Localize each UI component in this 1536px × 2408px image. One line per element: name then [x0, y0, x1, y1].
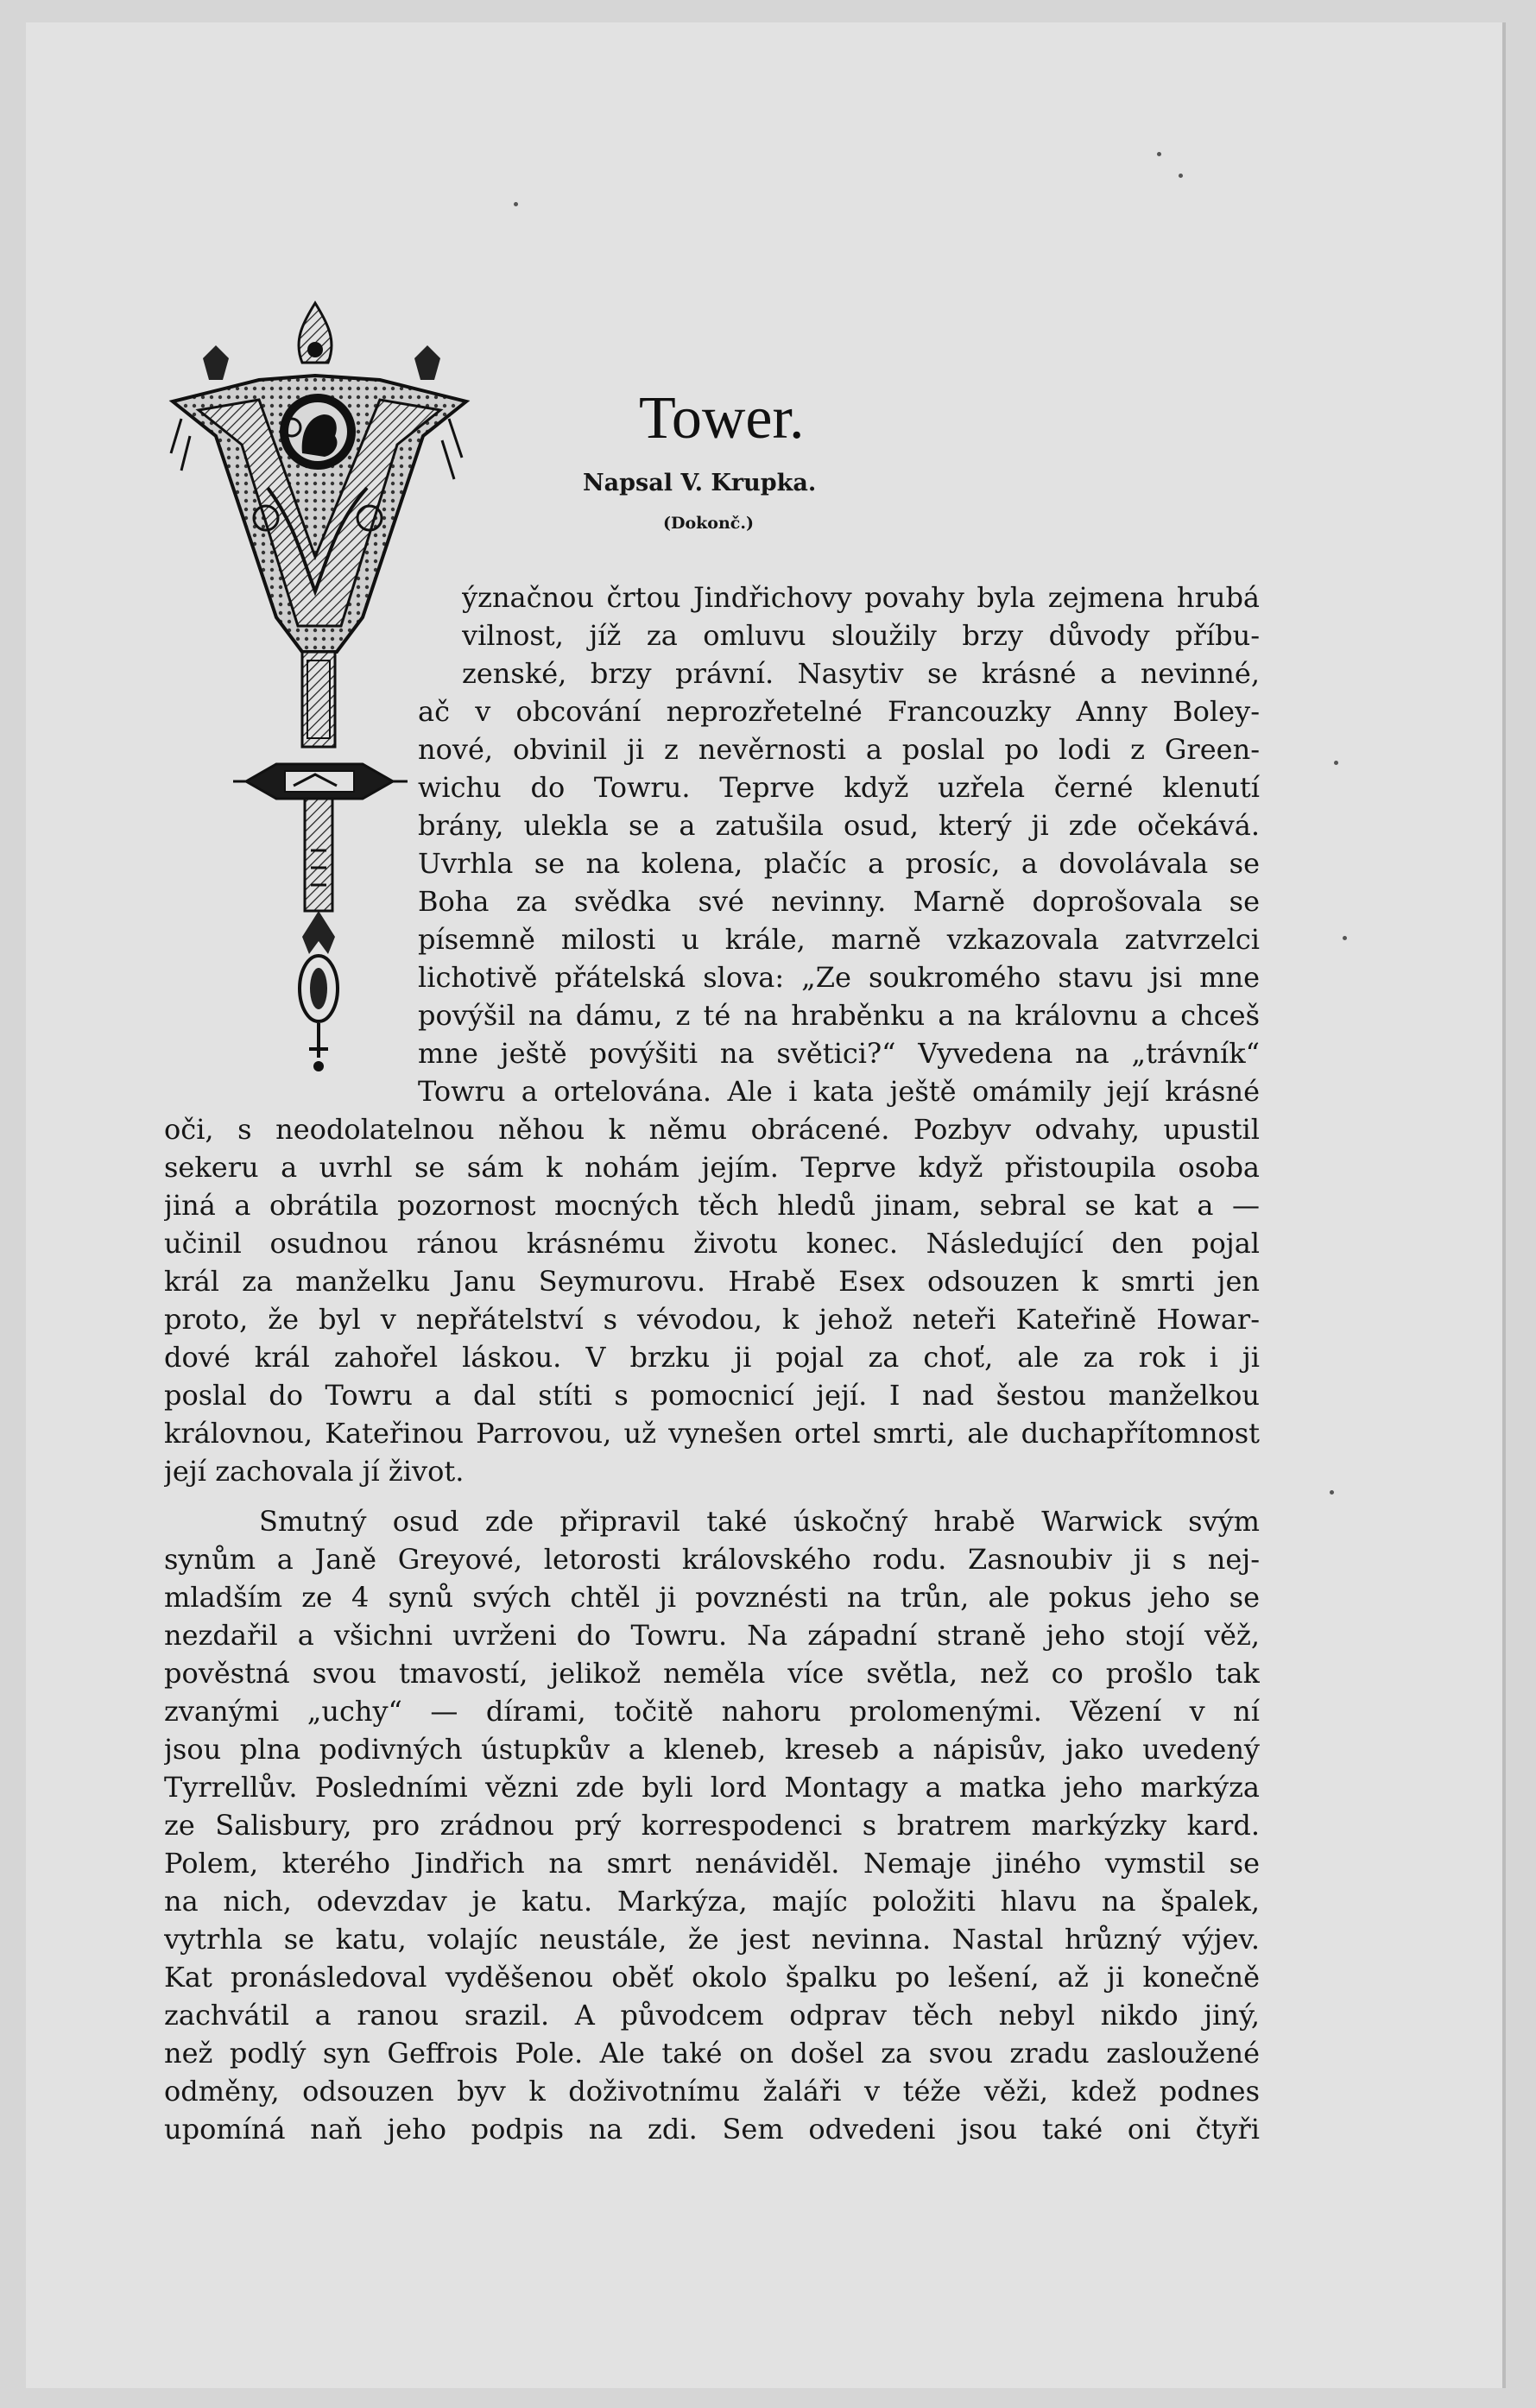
text-line: oči, s neodolatelnou něhou k němu obrácené. Pozbyv odvahy, upustil — [164, 1113, 1260, 1146]
text-line: odměny, odsouzen byv k doživotnímu žaláři v téže věži, kdež podnes — [164, 2075, 1260, 2108]
text-line: zachvátil a ranou srazil. A původcem odprav těch nebyl nikdo jiný, — [164, 1999, 1260, 2032]
text-line: mne ještě povýšiti na světici?“ Vyvedena na „trávník“ — [418, 1037, 1260, 1070]
article-title: Tower. — [639, 385, 805, 452]
text-line: wichu do Towru. Teprve když uzřela černé klenutí — [418, 771, 1260, 804]
text-line: než podlý syn Geffrois Pole. Ale také on došel za svou zradu zasloužené — [164, 2037, 1260, 2070]
text-line: Boha za svědka své nevinny. Marně doprošovala se — [418, 885, 1260, 918]
print-speck — [1334, 761, 1338, 765]
print-speck — [1179, 174, 1183, 178]
text-line: sekeru a uvrhl se sám k nohám jejím. Teprve když přistoupila osoba — [164, 1151, 1260, 1184]
print-speck — [1343, 936, 1347, 940]
text-line: královnou, Kateřinou Parrovou, už vynešen ortel smrti, ale duchapřítomnost — [164, 1417, 1260, 1450]
text-line: Tyrrellův. Posledními vězni zde byli lord Montagy a matka jeho markýza — [164, 1771, 1260, 1804]
text-line: nové, obvinil ji z nevěrnosti a poslal po lodi z Green- — [418, 733, 1260, 766]
text-line: vilnost, jíž za omluvu sloužily brzy důvody příbu- — [462, 619, 1260, 652]
article-author: Napsal V. Krupka. — [583, 470, 817, 496]
text-line: nezdařil a všichni uvrženi do Towru. Na západní straně jeho stojí věž, — [164, 1619, 1260, 1652]
text-line: brány, ulekla se a zatušila osud, který ji zde očekává. — [418, 809, 1260, 842]
text-line: král za manželku Janu Seymurovu. Hrabě Esex odsouzen k smrti jen — [164, 1265, 1260, 1298]
print-speck — [1157, 152, 1161, 156]
print-speck — [514, 202, 518, 206]
text-line: synům a Janě Greyové, letorosti královského rodu. Zasnoubiv ji s nej- — [164, 1543, 1260, 1576]
print-speck — [1330, 1490, 1334, 1495]
text-line: ač v obcování neprozřetelné Francouzky Anny Boley- — [418, 695, 1260, 728]
text-line: Polem, kterého Jindřich na smrt nenáviděl. Nemaje jiného vymstil se — [164, 1847, 1260, 1880]
text-line: proto, že byl v nepřátelství s vévodou, k jehož neteři Kateřině Howar- — [164, 1303, 1260, 1336]
text-line: zvanými „uchy“ — dírami, točitě nahoru prolomenými. Vězení v ní — [164, 1695, 1260, 1728]
text-line: Uvrhla se na kolena, plačíc a prosíc, a dovolávala se — [418, 847, 1260, 880]
text-line: dové král zahořel láskou. V brzku ji pojal za choť, ale za rok i ji — [164, 1341, 1260, 1374]
text-line: pověstná svou tmavostí, jelikož neměla více světla, než co prošlo tak — [164, 1657, 1260, 1690]
text-line: její zachovala jí život. — [164, 1455, 465, 1488]
text-line: mladším ze 4 synů svých chtěl ji povznésti na trůn, ale pokus jeho se — [164, 1581, 1260, 1614]
text-line: lichotivě přátelská slova: „Ze soukromého stavu jsi mne — [418, 961, 1260, 994]
text-line: poslal do Towru a dal stíti s pomocnicí její. I nad šestou manželkou — [164, 1379, 1260, 1412]
text-line: jiná a obrátila pozornost mocných těch hledů jinam, sebral se kat a — — [164, 1189, 1260, 1222]
text-line: Kat pronásledoval vyděšenou oběť okolo špalku po lešení, až ji konečně — [164, 1961, 1260, 1994]
text-line: na nich, odevzdav je katu. Markýza, majíc položiti hlavu na špalek, — [164, 1885, 1260, 1918]
text-line: písemně milosti u krále, marně vzkazovala zatvrzelci — [418, 923, 1260, 956]
text-line: ýznačnou črtou Jindřichovy povahy byla zejmena hrubá — [462, 581, 1260, 614]
text-line: vytrhla se katu, volajíc neustále, že jest nevinna. Nastal hrůzný výjev. — [164, 1923, 1260, 1956]
text-line: ze Salisbury, pro zrádnou prý korrespodenci s bratrem markýzky kard. — [164, 1809, 1260, 1842]
text-line: učinil osudnou ránou krásnému životu konec. Následující den pojal — [164, 1227, 1260, 1260]
text-line: Towru a ortelována. Ale i kata ještě omámily její krásné — [418, 1075, 1260, 1108]
text-line: jsou plna podivných ústupkův a kleneb, kreseb a nápisův, jako uvedený — [164, 1733, 1260, 1766]
text-line: povýšil na dámu, z té na hraběnku a na královnu a chceš — [418, 999, 1260, 1032]
continuation-note: (Dokonč.) — [663, 514, 754, 533]
text-line: Smutný osud zde připravil také úskočný hrabě Warwick svým — [259, 1505, 1260, 1538]
text-line: zenské, brzy právní. Nasytiv se krásné a nevinné, — [462, 657, 1260, 690]
text-line: upomíná naň jeho podpis na zdi. Sem odvedeni jsou také oni čtyři — [164, 2113, 1260, 2146]
